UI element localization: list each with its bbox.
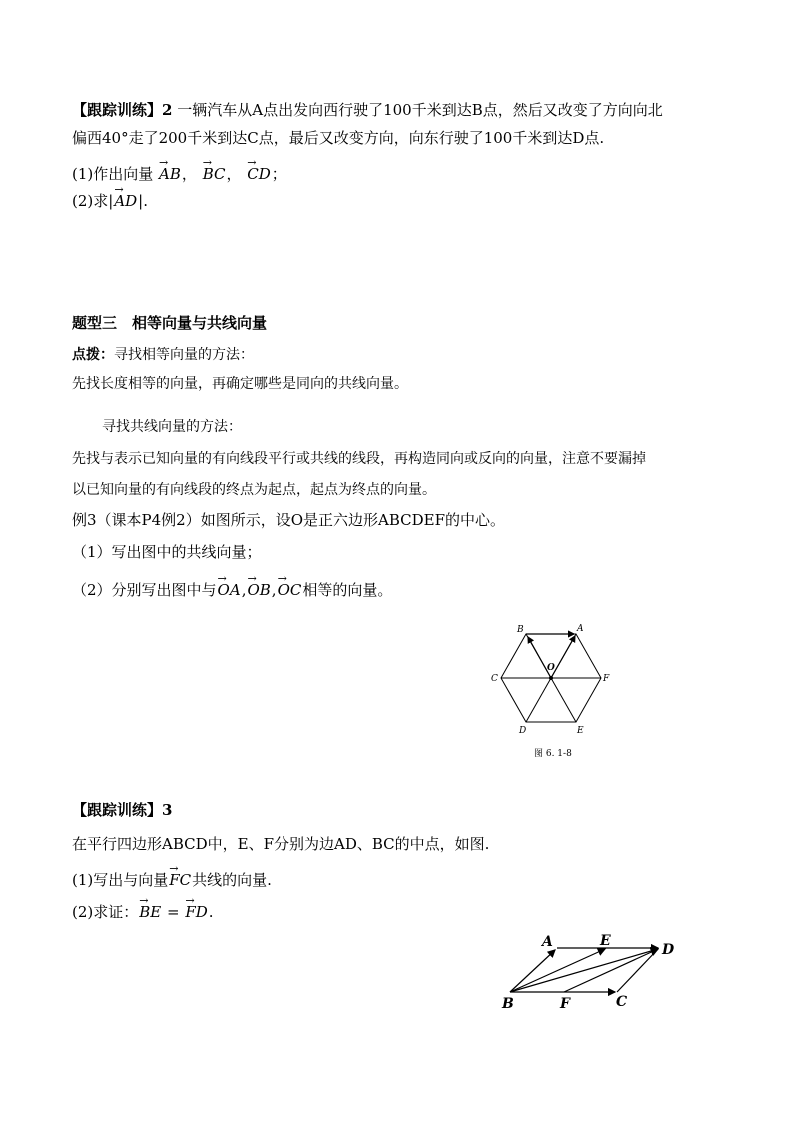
label-b: B [517, 625, 524, 635]
label-c: C [491, 674, 498, 684]
example3-q2-prefix: （2）分别写出图中与 [72, 581, 217, 599]
label-b: B [502, 996, 514, 1010]
hint-label: 点拨： [72, 347, 114, 363]
vector-ob: → OB [246, 580, 271, 600]
hint-line5: 以已知向量的有向线段的终点为起点，起点为终点的向量。 [72, 482, 436, 498]
label-d: D [662, 942, 675, 958]
vector-ad: → AD [113, 191, 138, 211]
hint-line4: 先找与表示已知向量的有向线段平行或共线的线段，再构造同向或反向的向量，注意不要漏掉 [72, 451, 646, 467]
sep: , [241, 581, 247, 599]
drill2-q2-prefix: (2)求| [72, 192, 114, 210]
vector-fc: → FC [168, 870, 192, 890]
hint-line3: 寻找共线向量的方法： [102, 419, 242, 435]
vector-be: → BE [138, 902, 162, 922]
label-c: C [616, 994, 628, 1010]
example3-intro: 例3（课本P4例2）如图所示，设O是正六边形ABCDEF的中心。 [72, 511, 506, 529]
label-e: E [577, 726, 584, 736]
sep: ， [226, 165, 242, 183]
label-e: E [600, 933, 611, 949]
vector-cd: → CD [246, 164, 272, 184]
label-a: A [577, 624, 584, 634]
segment-be [510, 949, 605, 992]
parallelogram-figure [492, 930, 687, 1010]
drill2-question2 [72, 191, 148, 211]
drill3-title: 【跟踪训练】3 [72, 801, 173, 819]
end: ； [271, 165, 287, 183]
drill2-line1 [72, 100, 663, 120]
label-f: F [603, 674, 610, 684]
drill3-q1 [72, 870, 272, 890]
example3-q1: （1）写出图中的共线向量； [72, 543, 262, 561]
parallelogram-svg [492, 930, 687, 1010]
drill2-question1 [72, 164, 287, 184]
drill3-q2-prefix: (2)求证： [72, 903, 139, 921]
end: |. [138, 192, 148, 210]
example3-q2 [72, 580, 392, 600]
hexagon-figure [486, 620, 616, 765]
example3-q2-end: 相等的向量。 [302, 581, 393, 599]
sep: , [271, 581, 277, 599]
hexagon-svg [486, 620, 616, 765]
center-o [549, 676, 553, 680]
drill3-text: 在平行四边形ABCD中，E、F分别为边AD、BC的中点，如图. [72, 835, 490, 853]
hint-line1 [72, 345, 254, 365]
drill3-q2 [72, 902, 214, 922]
drill2-q1-prefix: (1)作出向量 [72, 165, 154, 183]
equals: = [162, 903, 185, 921]
drill2-title: 【跟踪训练】2 [72, 101, 173, 119]
hexagon-caption: 图 6. 1-8 [534, 749, 572, 759]
label-f: F [560, 996, 570, 1010]
hint-line2: 先找长度相等的向量，再确定哪些是同向的共线向量。 [72, 376, 408, 392]
drill3-q1-prefix: (1)写出与向量 [72, 871, 169, 889]
sep: ， [181, 165, 197, 183]
segment-fd [564, 949, 658, 992]
vector-oa: → OA [217, 580, 242, 600]
vector-fd: → FD [184, 902, 208, 922]
label-a: A [542, 934, 553, 950]
label-d: D [519, 726, 527, 736]
label-o: O [547, 663, 555, 673]
vector-oc: → OC [277, 580, 303, 600]
vector-bc: → BC [202, 164, 227, 184]
hint-text1: 寻找相等向量的方法： [114, 347, 254, 363]
end: . [208, 903, 214, 921]
drill2-line2: 偏西40°走了200千米到达C点，最后又改变方向，向东行驶了100千米到达D点. [72, 129, 605, 147]
drill3-q1-end: 共线的向量. [192, 871, 272, 889]
vector-ab: → AB [158, 164, 182, 184]
drill2-text1: 一辆汽车从A点出发向西行驶了100千米到达B点，然后又改变了方向向北 [177, 101, 663, 119]
section3-title: 题型三 相等向量与共线向量 [72, 314, 268, 332]
